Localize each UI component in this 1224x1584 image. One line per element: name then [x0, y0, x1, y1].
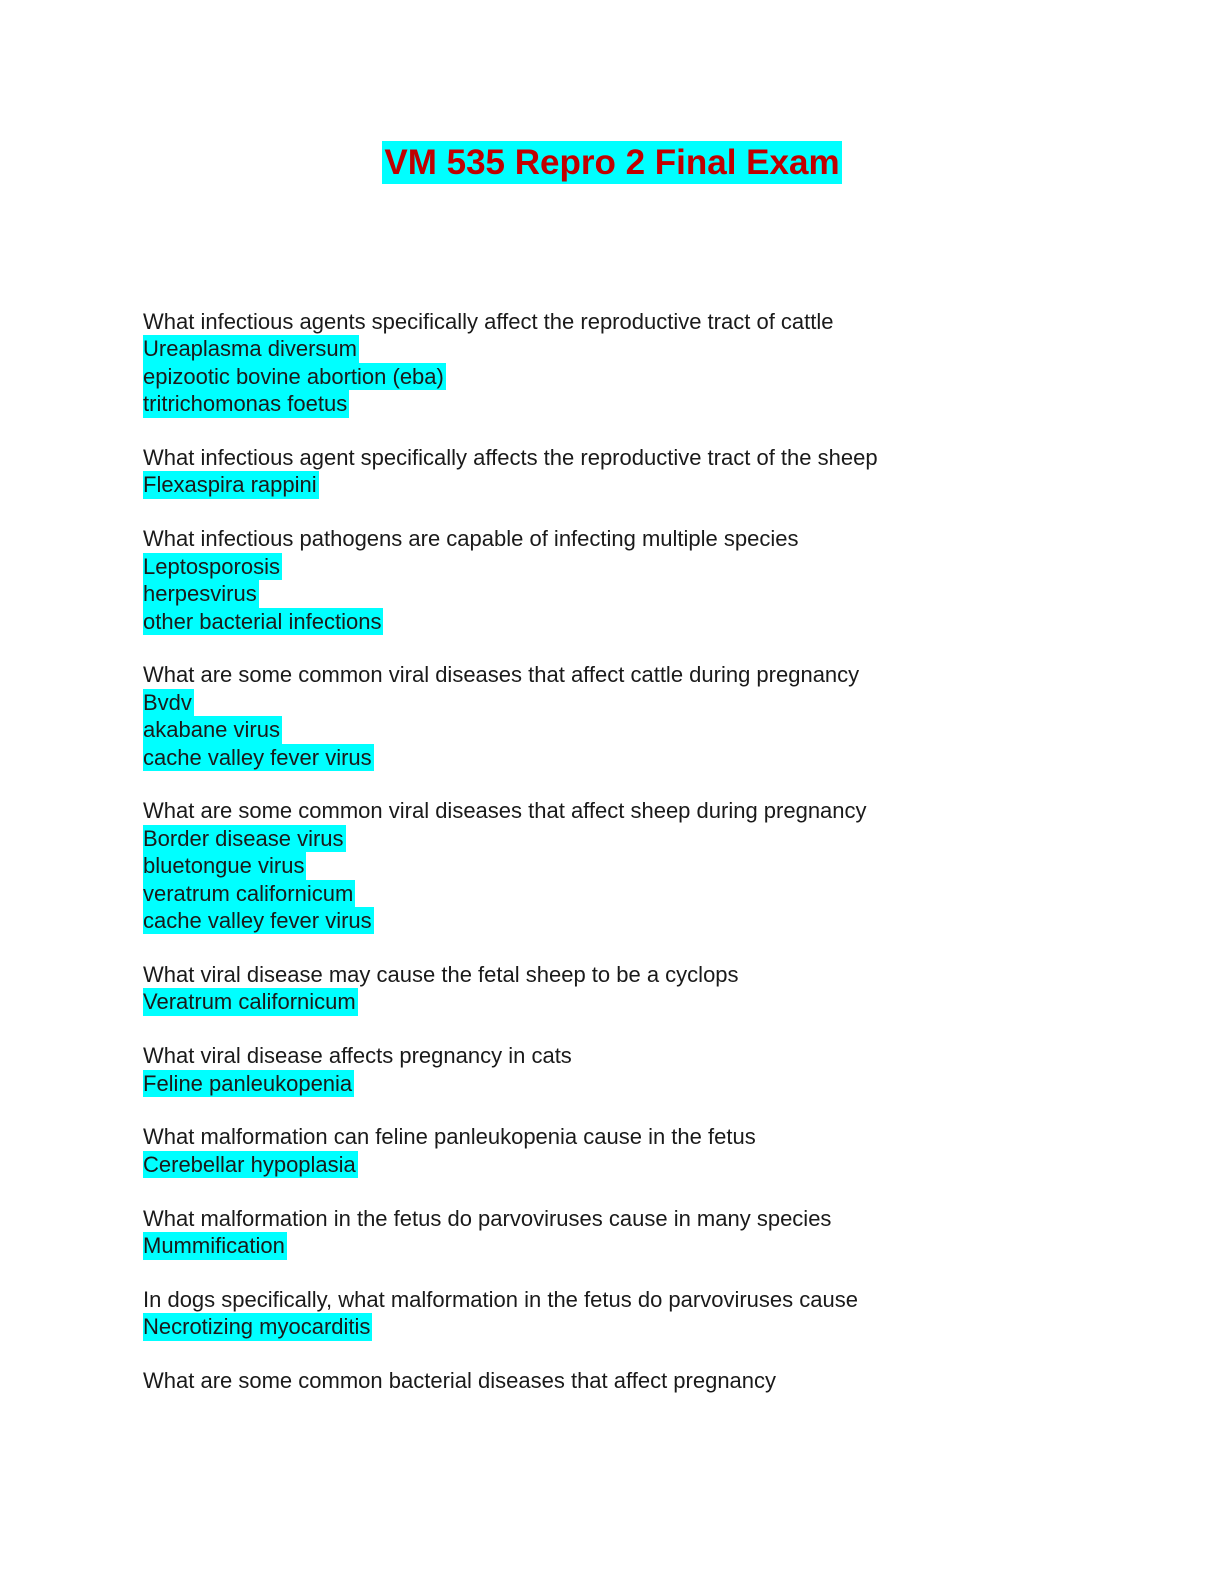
- answer-text: Cerebellar hypoplasia: [143, 1151, 356, 1177]
- qa-item: [143, 525, 1143, 635]
- answer-text: epizootic bovine abortion (eba): [143, 363, 444, 389]
- question-text: What viral disease affects pregnancy in cats: [143, 1043, 572, 1069]
- question-text: What are some common viral diseases that affect sheep during pregnancy: [143, 798, 867, 824]
- answer-text: akabane virus: [143, 717, 280, 743]
- question-text: What infectious pathogens are capable of infecting multiple species: [143, 526, 799, 552]
- answer-text: veratrum californicum: [143, 880, 354, 906]
- qa-item: [143, 1042, 1143, 1097]
- qa-item: [143, 1123, 1143, 1178]
- qa-item: [143, 797, 1143, 934]
- question-text: What are some common bacterial diseases that affect pregnancy: [143, 1368, 777, 1394]
- document-title: VM 535 Repro 2 Final Exam: [384, 143, 840, 182]
- qa-item: [143, 1367, 1143, 1394]
- answer-text: Bvdv: [143, 689, 192, 715]
- answer-text: tritrichomonas foetus: [143, 391, 348, 417]
- qa-item: [143, 308, 1143, 418]
- answer-text: herpesvirus: [143, 581, 257, 607]
- question-text: What malformation in the fetus do parvoviruses cause in many species: [143, 1205, 832, 1231]
- answer-text: cache valley fever virus: [143, 908, 372, 934]
- answer-text: other bacterial infections: [143, 608, 382, 634]
- qa-item: [143, 444, 1143, 499]
- qa-item: [143, 961, 1143, 1016]
- qa-item: [143, 1205, 1143, 1260]
- question-text: What infectious agents specifically affect the reproductive tract of cattle: [143, 309, 834, 334]
- question-text: What malformation can feline panleukopenia cause in the fetus: [143, 1124, 756, 1150]
- question-text: What infectious agent specifically affects the reproductive tract of the sheep: [143, 445, 878, 471]
- question-text: What are some common viral diseases that affect cattle during pregnancy: [143, 662, 860, 688]
- answer-text: bluetongue virus: [143, 853, 305, 879]
- question-text: In dogs specifically, what malformation in the fetus do parvoviruses cause: [143, 1287, 858, 1313]
- answer-text: Necrotizing myocarditis: [143, 1314, 371, 1340]
- answer-text: Flexaspira rappini: [143, 472, 317, 498]
- question-list: [143, 308, 1143, 1421]
- answer-text: Feline panleukopenia: [143, 1070, 353, 1096]
- qa-item: [143, 661, 1143, 771]
- answer-text: cache valley fever virus: [143, 744, 372, 770]
- qa-item: [143, 1286, 1143, 1341]
- question-text: What viral disease may cause the fetal sheep to be a cyclops: [143, 961, 739, 987]
- answer-text: Veratrum californicum: [143, 989, 356, 1015]
- answer-text: Ureaplasma diversum: [143, 336, 357, 362]
- answer-text: Leptosporosis: [143, 553, 280, 579]
- answer-text: Mummification: [143, 1233, 285, 1259]
- answer-text: Border disease virus: [143, 825, 344, 851]
- title-container: [0, 141, 1224, 184]
